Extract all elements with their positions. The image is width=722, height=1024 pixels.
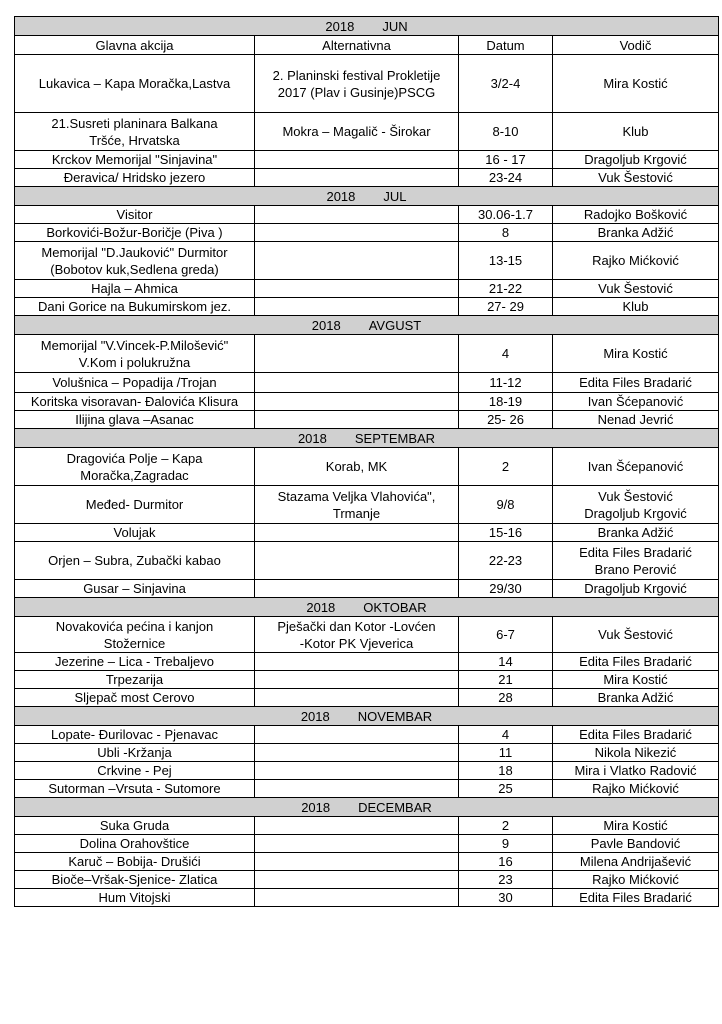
- main-action-line: Lukavica – Kapa Moračka,Lastva: [38, 76, 231, 91]
- guide-line: Nenad Jevrić: [597, 412, 674, 427]
- main-action-line: 21.Susreti planinara Balkana: [51, 115, 218, 131]
- month-year: 2018: [325, 18, 355, 34]
- date-cell: 22-23: [459, 542, 553, 580]
- header-alternative: Alternativna: [255, 36, 459, 55]
- alternative-cell: [255, 298, 459, 316]
- month-name: AVGUST: [368, 317, 422, 333]
- date-cell: 3/2-4: [459, 55, 553, 113]
- guide-line: Vuk Šestović: [598, 627, 673, 642]
- guide-cell: [553, 780, 719, 798]
- date-cell: 30: [459, 889, 553, 907]
- month-header: [15, 798, 719, 817]
- guide-line: Pavle Bandović: [590, 836, 681, 851]
- schedule-row: [15, 113, 719, 151]
- schedule-row: [15, 206, 719, 224]
- guide-cell: [553, 224, 719, 242]
- header-date: Datum: [459, 36, 553, 55]
- month-header-row: [15, 429, 719, 448]
- alternative-cell: [255, 55, 459, 113]
- guide-cell: [553, 671, 719, 689]
- alternative-cell: [255, 780, 459, 798]
- schedule-row: [15, 689, 719, 707]
- guide-cell: [553, 411, 719, 429]
- date-cell: 11-12: [459, 373, 553, 393]
- main-action-line: Volušnica – Popadija /Trojan: [52, 375, 217, 390]
- guide-line: Rajko Mićković: [592, 781, 679, 796]
- guide-cell: [553, 689, 719, 707]
- guide-cell: [553, 55, 719, 113]
- main-action-line: Stožernice: [103, 635, 166, 651]
- alternative-cell: [255, 242, 459, 280]
- month-name: DECEMBAR: [358, 799, 432, 815]
- main-action-line: Krckov Memorijal "Sinjavina": [51, 152, 218, 167]
- guide-cell: [553, 542, 719, 580]
- alternative-cell: [255, 617, 459, 653]
- alternative-cell: [255, 671, 459, 689]
- alternative-cell: [255, 373, 459, 393]
- main-action-cell: [15, 671, 255, 689]
- date-cell: 28: [459, 689, 553, 707]
- alternative-cell: [255, 871, 459, 889]
- main-action-cell: [15, 206, 255, 224]
- main-action-cell: [15, 617, 255, 653]
- schedule-row: [15, 889, 719, 907]
- guide-cell: [553, 524, 719, 542]
- schedule-row: [15, 617, 719, 653]
- guide-line: Mira Kostić: [603, 672, 668, 687]
- main-action-cell: [15, 889, 255, 907]
- guide-line: Radojko Bošković: [583, 207, 688, 222]
- date-cell: 11: [459, 744, 553, 762]
- date-cell: 9/8: [459, 486, 553, 524]
- month-name: OKTOBAR: [363, 599, 427, 615]
- alternative-cell: [255, 726, 459, 744]
- guide-line: Klub: [622, 299, 649, 314]
- date-cell: 21: [459, 671, 553, 689]
- main-action-line: Novakovića pećina i kanjon: [55, 618, 214, 634]
- main-action-line: Dolina Orahovštice: [79, 836, 190, 851]
- main-action-cell: [15, 762, 255, 780]
- month-header-row: [15, 798, 719, 817]
- month-header-row: [15, 598, 719, 617]
- header-main-action: Glavna akcija: [15, 36, 255, 55]
- date-cell: 25- 26: [459, 411, 553, 429]
- schedule-row: [15, 762, 719, 780]
- schedule-row: [15, 242, 719, 280]
- main-action-cell: [15, 817, 255, 835]
- alternative-cell: [255, 853, 459, 871]
- date-cell: 8: [459, 224, 553, 242]
- main-action-cell: [15, 411, 255, 429]
- schedule-row: [15, 726, 719, 744]
- guide-cell: [553, 889, 719, 907]
- guide-cell: [553, 113, 719, 151]
- guide-line: Mira i Vlatko Radović: [574, 763, 697, 778]
- alternative-cell: [255, 206, 459, 224]
- schedule-row: [15, 524, 719, 542]
- main-action-line: Karuč – Bobija- Drušići: [68, 854, 201, 869]
- guide-line: Branka Adžić: [597, 690, 674, 705]
- alternative-cell: [255, 762, 459, 780]
- guide-cell: [553, 744, 719, 762]
- guide-cell: [553, 580, 719, 598]
- alternative-cell: [255, 113, 459, 151]
- guide-cell: [553, 298, 719, 316]
- schedule-row: [15, 373, 719, 393]
- alternative-line: Stazama Veljka Vlahovića",: [277, 488, 436, 504]
- main-action-cell: [15, 653, 255, 671]
- main-action-line: Tršće, Hrvatska: [89, 132, 180, 148]
- alternative-line: Trmanje: [332, 505, 381, 521]
- alternative-cell: [255, 448, 459, 486]
- guide-line: Branka Adžić: [597, 525, 674, 540]
- alternative-cell: [255, 411, 459, 429]
- guide-line: Rajko Mićković: [592, 253, 679, 268]
- main-action-line: Visitor: [116, 207, 153, 222]
- main-action-line: V.Kom i polukružna: [78, 354, 191, 370]
- guide-line: Dragoljub Krgović: [584, 152, 687, 167]
- alternative-cell: [255, 744, 459, 762]
- date-cell: 27- 29: [459, 298, 553, 316]
- date-cell: 25: [459, 780, 553, 798]
- schedule-row: [15, 871, 719, 889]
- guide-line: Dragoljub Krgović: [584, 505, 687, 521]
- date-cell: 23-24: [459, 169, 553, 187]
- guide-line: Ivan Šćepanović: [587, 459, 684, 474]
- date-cell: 18: [459, 762, 553, 780]
- date-cell: 4: [459, 726, 553, 744]
- guide-cell: [553, 242, 719, 280]
- guide-line: Edita Files Bradarić: [579, 375, 692, 390]
- main-action-line: Memorijal "D.Jauković" Durmitor: [41, 244, 228, 260]
- month-name: SEPTEMBAR: [354, 430, 436, 446]
- alternative-cell: [255, 335, 459, 373]
- schedule-row: [15, 835, 719, 853]
- alternative-cell: [255, 486, 459, 524]
- month-header: [15, 187, 719, 206]
- guide-line: Mira Kostić: [603, 346, 668, 361]
- date-cell: 2: [459, 817, 553, 835]
- main-action-cell: [15, 298, 255, 316]
- main-action-cell: [15, 55, 255, 113]
- main-action-cell: [15, 689, 255, 707]
- guide-cell: [553, 393, 719, 411]
- main-action-line: Međed- Durmitor: [85, 497, 184, 512]
- main-action-cell: [15, 486, 255, 524]
- main-action-cell: [15, 524, 255, 542]
- guide-cell: [553, 206, 719, 224]
- month-header-row: [15, 316, 719, 335]
- date-cell: 4: [459, 335, 553, 373]
- main-action-line: Hajla – Ahmica: [91, 281, 178, 296]
- guide-cell: [553, 762, 719, 780]
- guide-line: Branka Adžić: [597, 225, 674, 240]
- month-name: JUL: [383, 188, 407, 204]
- main-action-line: Sljepač most Cerovo: [74, 690, 195, 705]
- main-action-cell: [15, 242, 255, 280]
- main-action-cell: [15, 580, 255, 598]
- main-action-line: Moračka,Zagradac: [80, 467, 189, 483]
- alternative-cell: [255, 280, 459, 298]
- schedule-table: [14, 16, 719, 907]
- month-header: [15, 316, 719, 335]
- month-header-row: [15, 187, 719, 206]
- main-action-line: Memorijal "V.Vincek-P.Milošević": [40, 337, 229, 353]
- month-header: [15, 598, 719, 617]
- guide-cell: [553, 169, 719, 187]
- main-action-line: Hum Vitojski: [98, 890, 171, 905]
- guide-line: Brano Perović: [594, 561, 677, 577]
- date-cell: 29/30: [459, 580, 553, 598]
- month-name: JUN: [382, 18, 408, 34]
- schedule-row: [15, 486, 719, 524]
- alternative-line: 2. Planinski festival Prokletije: [272, 67, 441, 83]
- schedule-row: [15, 744, 719, 762]
- main-action-line: Ubli -Kržanja: [97, 745, 172, 760]
- main-action-cell: [15, 448, 255, 486]
- schedule-row: [15, 411, 719, 429]
- guide-cell: [553, 617, 719, 653]
- main-action-cell: [15, 280, 255, 298]
- schedule-row: [15, 151, 719, 169]
- month-year: 2018: [306, 599, 336, 615]
- date-cell: 9: [459, 835, 553, 853]
- schedule-row: [15, 393, 719, 411]
- schedule-row: [15, 448, 719, 486]
- header-guide: Vodič: [553, 36, 719, 55]
- alternative-cell: [255, 889, 459, 907]
- date-cell: 13-15: [459, 242, 553, 280]
- guide-line: Klub: [622, 124, 649, 139]
- alternative-line: -Kotor PK Vjeverica: [299, 635, 414, 651]
- guide-cell: [553, 151, 719, 169]
- guide-line: Vuk Šestović: [598, 170, 673, 185]
- guide-cell: [553, 448, 719, 486]
- alternative-cell: [255, 580, 459, 598]
- date-cell: 8-10: [459, 113, 553, 151]
- main-action-line: Gusar – Sinjavina: [83, 581, 186, 596]
- guide-line: Edita Files Bradarić: [579, 544, 692, 560]
- main-action-line: Borkovići-Božur-Boričje (Piva ): [46, 225, 223, 240]
- main-action-cell: [15, 169, 255, 187]
- alternative-cell: [255, 169, 459, 187]
- guide-cell: [553, 853, 719, 871]
- main-action-cell: [15, 744, 255, 762]
- date-cell: 30.06-1.7: [459, 206, 553, 224]
- alternative-cell: [255, 653, 459, 671]
- month-year: 2018: [301, 799, 331, 815]
- guide-line: Vuk Šestović: [598, 488, 673, 504]
- guide-cell: [553, 653, 719, 671]
- main-action-line: Dani Gorice na Bukumirskom jez.: [38, 299, 231, 314]
- guide-cell: [553, 817, 719, 835]
- alternative-cell: [255, 524, 459, 542]
- guide-cell: [553, 486, 719, 524]
- main-action-line: Jezerine – Lica - Trebaljevo: [55, 654, 214, 669]
- schedule-row: [15, 542, 719, 580]
- alternative-cell: [255, 689, 459, 707]
- month-year: 2018: [297, 430, 327, 446]
- main-action-cell: [15, 373, 255, 393]
- alternative-cell: [255, 224, 459, 242]
- alternative-cell: [255, 151, 459, 169]
- date-cell: 2: [459, 448, 553, 486]
- guide-line: Mira Kostić: [603, 76, 668, 91]
- main-action-line: Suka Gruda: [99, 818, 170, 833]
- guide-cell: [553, 835, 719, 853]
- month-header: [15, 429, 719, 448]
- month-header-row: [15, 707, 719, 726]
- guide-cell: [553, 280, 719, 298]
- date-cell: 18-19: [459, 393, 553, 411]
- date-cell: 6-7: [459, 617, 553, 653]
- main-action-line: Koritska visoravan- Đalovića Klisura: [30, 394, 239, 409]
- guide-cell: [553, 335, 719, 373]
- column-header-row: [15, 36, 719, 55]
- alternative-cell: [255, 817, 459, 835]
- main-action-cell: [15, 780, 255, 798]
- main-action-line: Dragovića Polje – Kapa: [66, 450, 203, 466]
- guide-line: Edita Files Bradarić: [579, 654, 692, 669]
- guide-line: Dragoljub Krgović: [584, 581, 687, 596]
- schedule-row: [15, 335, 719, 373]
- main-action-cell: [15, 335, 255, 373]
- date-cell: 23: [459, 871, 553, 889]
- guide-line: Mira Kostić: [603, 818, 668, 833]
- guide-line: Edita Files Bradarić: [579, 890, 692, 905]
- alternative-cell: [255, 393, 459, 411]
- main-action-cell: [15, 853, 255, 871]
- alternative-line: 2017 (Plav i Gusinje)PSCG: [277, 84, 436, 100]
- main-action-cell: [15, 871, 255, 889]
- month-name: NOVEMBAR: [357, 708, 433, 724]
- schedule-row: [15, 55, 719, 113]
- main-action-line: Ilijina glava –Asanac: [75, 412, 194, 427]
- main-action-cell: [15, 393, 255, 411]
- main-action-cell: [15, 113, 255, 151]
- main-action-line: Trpezarija: [105, 672, 164, 687]
- month-header: [15, 17, 719, 36]
- main-action-line: Lopate- Đurilovac - Pjenavac: [51, 727, 218, 742]
- date-cell: 15-16: [459, 524, 553, 542]
- schedule-row: [15, 780, 719, 798]
- main-action-line: Crkvine - Pej: [97, 763, 172, 778]
- guide-cell: [553, 373, 719, 393]
- alternative-line: Pješački dan Kotor -Lovćen: [277, 618, 436, 634]
- main-action-line: Volujak: [113, 525, 156, 540]
- schedule-row: [15, 280, 719, 298]
- month-year: 2018: [326, 188, 356, 204]
- alternative-line: Mokra – Magalič - Širokar: [282, 124, 431, 139]
- schedule-row: [15, 817, 719, 835]
- schedule-row: [15, 671, 719, 689]
- main-action-line: (Bobotov kuk,Sedlena greda): [50, 261, 219, 277]
- guide-line: Nikola Nikezić: [594, 745, 677, 760]
- guide-cell: [553, 871, 719, 889]
- main-action-cell: [15, 224, 255, 242]
- month-header: [15, 707, 719, 726]
- main-action-line: Bioče–Vršak-Sjenice- Zlatica: [51, 872, 218, 887]
- main-action-cell: [15, 151, 255, 169]
- guide-line: Vuk Šestović: [598, 281, 673, 296]
- month-year: 2018: [311, 317, 341, 333]
- alternative-cell: [255, 542, 459, 580]
- alternative-line: Korab, MK: [325, 459, 388, 474]
- guide-line: Milena Andrijašević: [579, 854, 692, 869]
- alternative-cell: [255, 835, 459, 853]
- schedule-row: [15, 169, 719, 187]
- month-header-row: [15, 17, 719, 36]
- main-action-cell: [15, 835, 255, 853]
- main-action-cell: [15, 726, 255, 744]
- schedule-row: [15, 224, 719, 242]
- date-cell: 16: [459, 853, 553, 871]
- guide-line: Ivan Šćepanović: [587, 394, 684, 409]
- schedule-body: [15, 17, 719, 907]
- main-action-line: Đeravica/ Hridsko jezero: [63, 170, 206, 185]
- guide-line: Rajko Mićković: [592, 872, 679, 887]
- main-action-line: Orjen – Subra, Zubački kabao: [48, 553, 221, 568]
- date-cell: 14: [459, 653, 553, 671]
- date-cell: 21-22: [459, 280, 553, 298]
- schedule-row: [15, 853, 719, 871]
- main-action-cell: [15, 542, 255, 580]
- main-action-line: Sutorman –Vrsuta - Sutomore: [48, 781, 221, 796]
- schedule-row: [15, 580, 719, 598]
- guide-cell: [553, 726, 719, 744]
- month-year: 2018: [300, 708, 330, 724]
- date-cell: 16 - 17: [459, 151, 553, 169]
- schedule-row: [15, 653, 719, 671]
- guide-line: Edita Files Bradarić: [579, 727, 692, 742]
- schedule-row: [15, 298, 719, 316]
